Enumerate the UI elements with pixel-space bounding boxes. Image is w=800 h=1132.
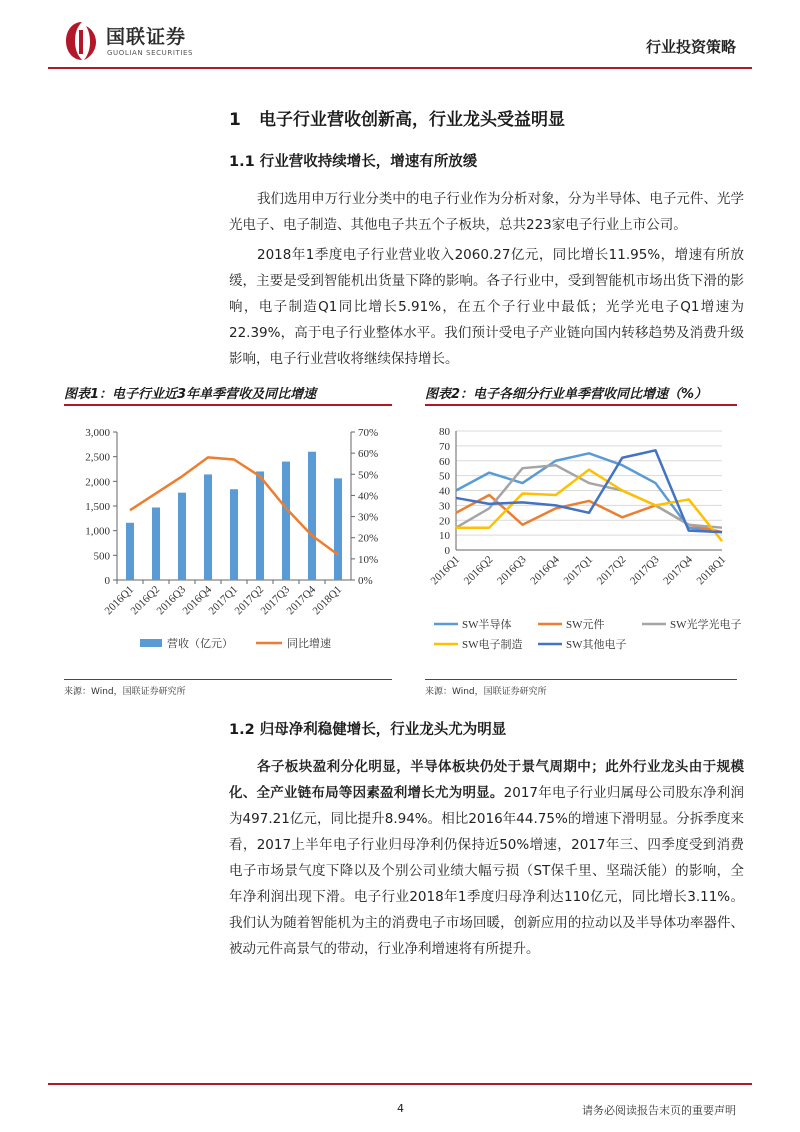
y-axis-tick-label: 70 (439, 440, 450, 453)
x-axis-category-label: 2016Q3 (495, 553, 529, 588)
section-1-1-paragraph-2: 2018年1季度电子行业营业收入2060.27亿元，同比增长11.95%，增速有所放缓，主要是受到智能机出货量下降的影响。各子行业中，受到智能机市场出货下滑的影响，电子制造Q1同比增长5.91%，在五个子行业中最低；光学光电子Q1增速为22.39%，高于电子行业整体水平。我们预计受电子产业链向国内转移趋势及消费升级影响，电子行业营收将继续保持增长。 (229, 247, 744, 367)
revenue-bar (334, 478, 342, 580)
right-axis-tick-label: 20% (358, 532, 379, 545)
revenue-bar (282, 462, 290, 580)
x-axis-category-label: 2017Q4 (284, 583, 319, 618)
legend-label-1: SW半导体 (462, 619, 512, 631)
section-1-2-paragraph (229, 754, 744, 962)
legend-label-4: SW电子制造 (462, 639, 523, 651)
left-axis-tick-label: 3,000 (85, 427, 110, 439)
footer-divider (48, 1083, 752, 1085)
left-axis-tick-label: 500 (93, 550, 110, 563)
right-axis-tick-label: 0% (358, 575, 373, 587)
left-axis-tick-label: 1,500 (85, 501, 110, 513)
figure-1-source: 来源：Wind，国联证券研究所 (64, 687, 186, 697)
section-1-1-paragraph-1: 我们选用申万行业分类中的电子行业作为分析对象，分为半导体、电子元件、光学光电子、电子制造、其他电子共五个子板块，总共223家电子行业上市公司。 (229, 191, 744, 233)
legend-label-2: SW元件 (566, 619, 605, 631)
x-axis-category-label: 2017Q3 (628, 553, 662, 588)
section-1-2-bold-lead: 各子板块盈利分化明显，半导体板块仍处于景气周期中；此外行业龙头由于规模化、全产业链布局等因素盈利增长尤为明显。 (229, 759, 744, 801)
y-axis-tick-label: 40 (439, 485, 450, 498)
left-axis-tick-label: 2,500 (85, 451, 110, 464)
x-axis-category-label: 2016Q4 (180, 583, 215, 618)
y-axis-tick-label: 0 (444, 545, 450, 557)
section-1-number: 1 (229, 110, 241, 130)
legend-label-3: SW光学光电子 (670, 619, 742, 631)
y-axis-tick-label: 60 (439, 455, 450, 468)
legend-label-growth: 同比增速 (287, 638, 331, 650)
x-axis-category-label: 2018Q1 (310, 583, 345, 618)
revenue-bar (152, 507, 160, 580)
section-1-title: 电子行业营收创新高，行业龙头受益明显 (259, 110, 565, 130)
x-axis-category-label: 2018Q1 (694, 553, 729, 588)
y-axis-tick-label: 50 (439, 470, 450, 483)
figure-2-title-rule (425, 404, 737, 406)
section-1-heading (229, 105, 565, 130)
legend-label-5: SW其他电子 (566, 639, 627, 651)
company-logo (64, 20, 234, 62)
x-axis-category-label: 2017Q1 (206, 583, 241, 618)
logo-english-name: GUOLIAN SECURITIES (107, 49, 194, 57)
right-axis-tick-label: 70% (358, 427, 379, 439)
right-axis-tick-label: 30% (358, 511, 379, 524)
revenue-bar (178, 493, 186, 580)
logo-chinese-name: 国联证券 (106, 26, 187, 48)
left-axis-tick-label: 2,000 (85, 476, 110, 489)
y-axis-tick-label: 80 (439, 426, 450, 438)
revenue-bar (204, 474, 212, 580)
right-axis-tick-label: 40% (358, 490, 379, 503)
figure-2-source: 来源：Wind，国联证券研究所 (425, 687, 547, 697)
right-axis-tick-label: 50% (358, 469, 379, 482)
section-1-2-heading: 1.2 归母净利稳健增长，行业龙头尤为明显 (229, 722, 507, 738)
report-section-label: 行业投资策略 (645, 38, 736, 56)
figure-1-source-rule (64, 679, 392, 680)
x-axis-category-label: 2016Q1 (428, 553, 463, 588)
figure-2-chart (420, 412, 750, 674)
x-axis-category-label: 2017Q2 (232, 583, 267, 618)
section-1-1-heading: 1.1 行业营收持续增长，增速有所放缓 (229, 154, 478, 170)
revenue-bar (256, 471, 264, 580)
figure-1-chart (64, 412, 394, 674)
y-axis-tick-label: 30 (439, 500, 450, 513)
figure-2-source-rule (425, 679, 737, 680)
figure-2-title: 图表2：电子各细分行业单季营收同比增速（%） (425, 387, 708, 402)
right-axis-tick-label: 60% (358, 448, 379, 461)
y-axis-tick-label: 20 (439, 515, 450, 528)
left-axis-tick-label: 0 (104, 575, 110, 587)
x-axis-category-label: 2016Q2 (128, 583, 163, 618)
legend-swatch-revenue (140, 639, 162, 647)
figure-1-title: 图表1：电子行业近3年单季营收及同比增速 (64, 387, 317, 402)
x-axis-category-label: 2017Q4 (661, 553, 695, 588)
x-axis-category-label: 2016Q1 (102, 583, 137, 618)
legend-label-revenue: 营收（亿元） (167, 638, 233, 650)
right-axis-tick-label: 10% (358, 553, 379, 566)
x-axis-category-label: 2016Q3 (154, 583, 189, 618)
x-axis-category-label: 2017Q1 (561, 553, 596, 588)
section-1-2-body: 2017年电子行业归属母公司股东净利润为497.21亿元，同比提升8.94%。相比2016年44.75%的增速下滑明显。分拆季度来看，2017上半年电子行业归母净利仍保持近50%增速，2017年三、四季度受到消费电子市场景气度下降以及个别公司业绩大幅亏损（ST保千里、坚瑞沃能）的影响，全年净利润出现下滑。电子行业2018年1季度归母净利达110亿元，同比增长3.11%。我们认为随着智能机为主的消费电子市场回暖，创新应用的拉动以及半导体功率器件、被动元件高景气的带动，行业净利增速将有所提升。 (229, 785, 745, 957)
revenue-bar (308, 452, 316, 580)
figure-1-title-rule (64, 404, 392, 406)
x-axis-category-label: 2016Q2 (461, 553, 496, 588)
revenue-bar (126, 523, 134, 580)
logo-mark-icon (64, 20, 100, 62)
y-axis-tick-label: 10 (439, 530, 450, 543)
disclaimer-note: 请务必阅读报告末页的重要声明 (582, 1104, 736, 1117)
x-axis-category-label: 2017Q2 (594, 553, 629, 588)
header-divider (48, 67, 752, 69)
left-axis-tick-label: 1,000 (85, 525, 110, 538)
page-number: 4 (397, 1102, 404, 1115)
revenue-bar (230, 489, 238, 580)
x-axis-category-label: 2017Q3 (258, 583, 293, 618)
x-axis-category-label: 2016Q4 (528, 553, 562, 588)
